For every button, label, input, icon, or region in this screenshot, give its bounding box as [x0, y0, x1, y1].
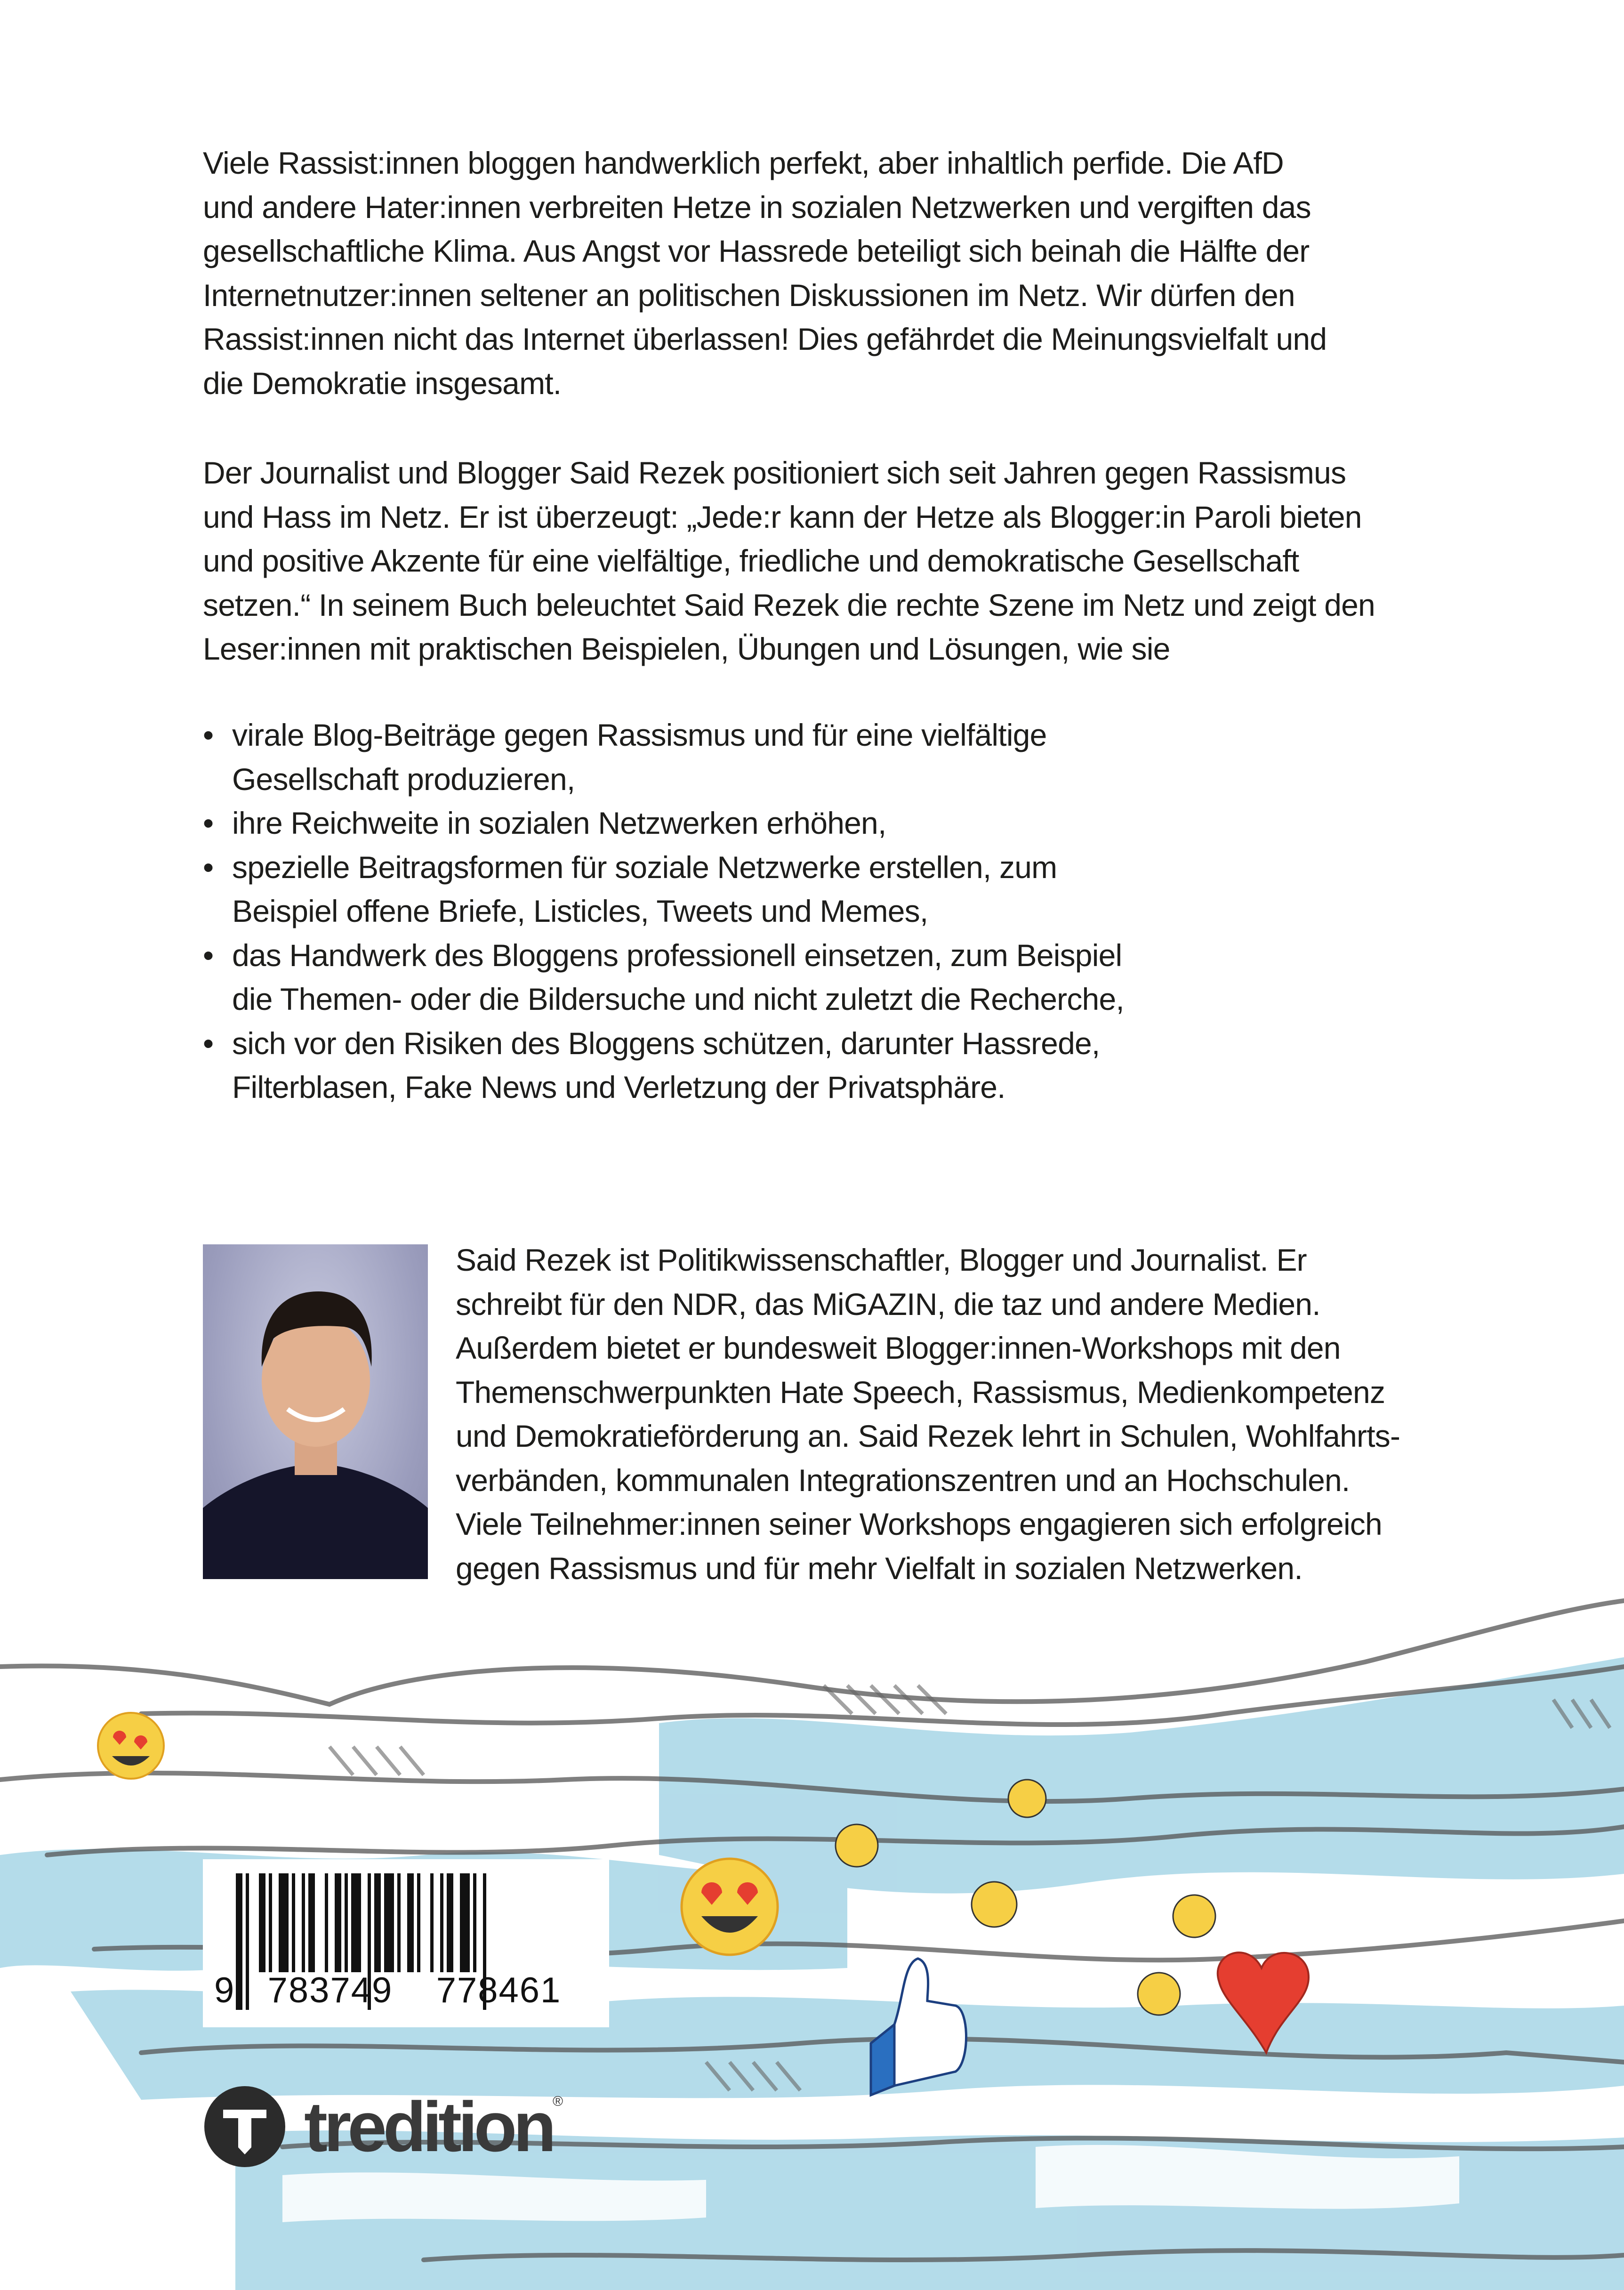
- text-line: Gesellschaft produzieren,: [232, 761, 575, 797]
- barcode-bar: [292, 1873, 295, 1972]
- barcode-bar: [430, 1873, 434, 1972]
- isbn-barcode: [203, 1859, 609, 2027]
- text-line: Außerdem bietet er bundesweit Blogger:innen-Workshops mit den: [456, 1330, 1341, 1365]
- text-line: Beispiel offene Briefe, Listicles, Tweets und Memes,: [232, 894, 928, 928]
- text-line: Viele Rassist:innen bloggen handwerklich perfekt, aber inhaltlich perfide. Die AfD: [203, 145, 1284, 180]
- barcode-digits: 9 783749 778461: [214, 1970, 562, 2010]
- barcode-bar: [473, 1873, 476, 1972]
- text-line: Filterblasen, Fake News und Verletzung der Privatsphäre.: [232, 1070, 1005, 1105]
- publisher-name: tredition: [304, 2087, 553, 2166]
- intro-paragraph: [203, 141, 1327, 405]
- bullet-icon: •: [203, 806, 214, 840]
- text-line: verbänden, kommunalen Integrationszentren und an Hochschulen.: [456, 1462, 1350, 1498]
- text-line: virale Blog-Beiträge gegen Rassismus und für eine vielfältige: [232, 718, 1047, 752]
- text-line: die Demokratie insgesamt.: [203, 365, 562, 401]
- text-line: spezielle Beitragsformen für soziale Netzwerke erstellen, zum: [232, 849, 1057, 885]
- heart-eyes-emoji-small: [98, 1713, 164, 1779]
- bullet-icon: •: [203, 1025, 214, 1061]
- barcode-bar: [417, 1873, 420, 1972]
- barcode-bar: [335, 1873, 341, 1972]
- heart-eyes-emoji-large: [682, 1859, 778, 1955]
- barcode-bar: [279, 1873, 289, 1972]
- barcode-bar: [351, 1873, 361, 1972]
- author-photo: [203, 1244, 428, 1579]
- registered-mark: ®: [552, 2094, 563, 2109]
- barcode-bar: [325, 1873, 328, 1972]
- text-line: Viele Teilnehmer:innen seiner Workshops engagieren sich erfolgreich: [456, 1507, 1382, 1541]
- text-line: setzen.“ In seinem Buch beleuchtet Said Rezek die rechte Szene im Netz und zeigt den: [203, 587, 1375, 622]
- text-line: Rassist:innen nicht das Internet überlassen! Dies gefährdet die Meinungsvielfalt und: [203, 322, 1327, 356]
- barcode-bar: [440, 1873, 443, 1972]
- bullet-icon: •: [203, 718, 214, 752]
- list-item: [203, 713, 1124, 801]
- barcode-bar: [302, 1873, 305, 1972]
- barcode-bar: [345, 1873, 348, 1972]
- text-line: das Handwerk des Bloggens professionell einsetzen, zum Beispiel: [232, 937, 1122, 973]
- text-line: und Hass im Netz. Er ist überzeugt: „Jede:r kann der Hetze als Blogger:in Paroli bieten: [203, 499, 1362, 534]
- list-item: [203, 934, 1124, 1022]
- text-line: ihre Reichweite in sozialen Netzwerken erhöhen,: [232, 806, 886, 840]
- bullet-icon: •: [203, 937, 214, 973]
- text-line: und Demokratieförderung an. Said Rezek lehrt in Schulen, Wohlfahrts-: [456, 1419, 1400, 1453]
- text-line: und andere Hater:innen verbreiten Hetze in sozialen Netzwerken und vergiften das: [203, 189, 1311, 225]
- barcode-bar: [384, 1873, 394, 1972]
- text-line: gegen Rassismus und für mehr Vielfalt in sozialen Netzwerken.: [456, 1550, 1302, 1586]
- text-line: und positive Akzente für eine vielfältige, friedliche und demokratische Gesellschaft: [203, 543, 1299, 578]
- list-item: [203, 801, 1124, 846]
- text-line: Themenschwerpunkten Hate Speech, Rassismus, Medienkompetenz: [456, 1374, 1385, 1410]
- barcode-bar: [308, 1873, 315, 1972]
- text-line: Said Rezek ist Politikwissenschaftler, Blogger und Journalist. Er: [456, 1242, 1307, 1277]
- list-item: [203, 846, 1124, 934]
- tredition-logo-icon: [204, 2086, 285, 2167]
- barcode-bar: [259, 1873, 265, 1972]
- barcode-bar: [374, 1873, 381, 1972]
- barcode-bar: [460, 1873, 470, 1972]
- author-bio: [456, 1238, 1400, 1590]
- barcode-bar: [269, 1873, 272, 1972]
- publisher-logo: [204, 2084, 563, 2169]
- text-line: sich vor den Risiken des Bloggens schützen, darunter Hassrede,: [232, 1025, 1100, 1061]
- text-line: gesellschaftliche Klima. Aus Angst vor Hassrede beteiligt sich beinah die Hälfte der: [203, 234, 1310, 268]
- text-line: Leser:innen mit praktischen Beispielen, Übungen und Lösungen, wie sie: [203, 631, 1170, 666]
- author-paragraph: [203, 451, 1375, 671]
- bullet-icon: •: [203, 849, 214, 885]
- text-line: die Themen- oder die Bildersuche und nicht zuletzt die Recherche,: [232, 982, 1124, 1016]
- bullet-list: [203, 713, 1124, 1110]
- list-item: [203, 1022, 1124, 1110]
- barcode-bar: [447, 1873, 453, 1972]
- text-line: Der Journalist und Blogger Said Rezek positioniert sich seit Jahren gegen Rassismus: [203, 455, 1346, 490]
- text-line: schreibt für den NDR, das MiGAZIN, die taz und andere Medien.: [456, 1286, 1320, 1322]
- text-line: Internetnutzer:innen seltener an politischen Diskussionen im Netz. Wir dürfen den: [203, 277, 1295, 313]
- barcode-bar: [407, 1873, 414, 1972]
- barcode-bar: [397, 1873, 401, 1972]
